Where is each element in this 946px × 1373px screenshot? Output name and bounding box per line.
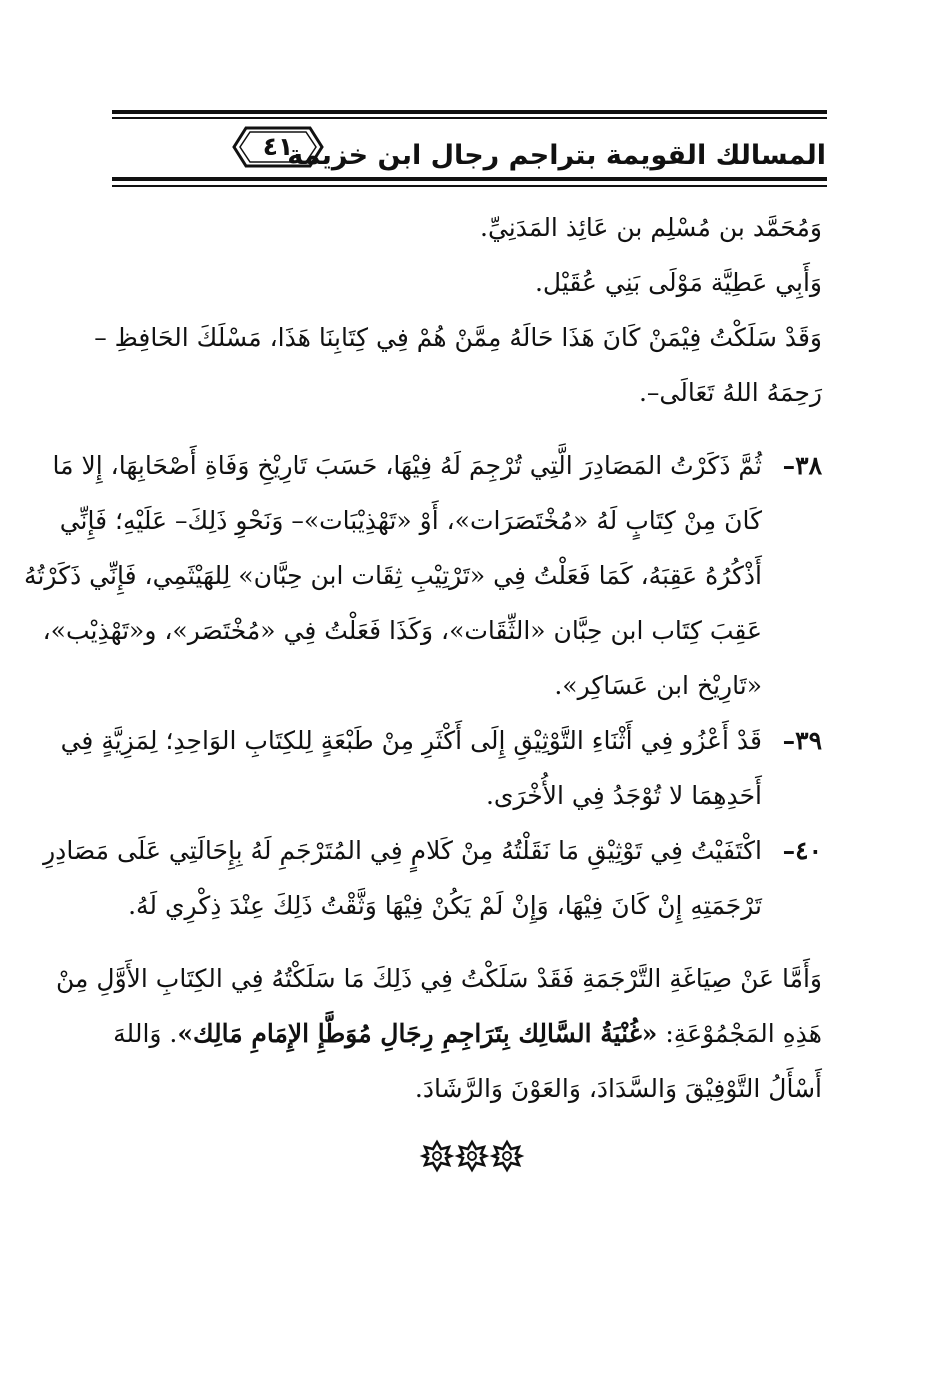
eight-point-star-icon xyxy=(457,1141,487,1171)
item-number: ٤٠– xyxy=(782,836,822,865)
header-rule-top-thick xyxy=(112,110,827,114)
running-header-title: المسالك القويمة بتراجم رجال ابن خزيمة xyxy=(287,140,826,171)
eight-point-star-icon xyxy=(422,1141,452,1171)
header-rule-bottom-thick xyxy=(112,177,827,181)
section-end-ornaments xyxy=(422,1138,522,1174)
closing-text: هَذِهِ المَجْمُوْعَةِ: xyxy=(657,1019,822,1048)
item-line: تَرْجَمَتِهِ إِنْ كَانَ فِيْهَا، وَإِنْ لَمْ يَكُنْ فِيْهَا وَثَّقْتُ ذَلِكَ عِنْدَ ذِكْرِي لَهُ. xyxy=(128,891,762,920)
closing-text: . وَاللهَ xyxy=(113,1019,178,1048)
book-title-reference: «غُنْيَةُ السَّالِك بِتَرَاجِمِ رِجَالِ مُوَطَّإِ الإِمَامِ مَالِك» xyxy=(177,1019,658,1048)
page-number: ٤١ xyxy=(262,132,294,161)
item-line: قَدْ أَعْزُو فِي أَثْنَاءِ التَّوْثِيْقِ إِلَى أَكْثَرِ مِنْ طَبْعَةٍ لِلكِتَابِ الوَاحِدِ؛ لِمَزِيَّةٍ فِي xyxy=(60,726,762,755)
item-line: كَانَ مِنْ كِتَابٍ لَهُ «مُخْتَصَرَات»، أَوْ «تَهْذِيْبَات»– وَنَحْوِ ذَلِكَ– عَلَيْهِ؛ فَإِنِّي xyxy=(59,506,762,535)
intro-line: رَحِمَهُ اللهُ تَعَالَى–. xyxy=(638,378,822,407)
intro-line: وَمُحَمَّد بن مُسْلِم بن عَائِذ المَدَنِيِّ. xyxy=(480,213,822,242)
page-number-badge xyxy=(232,124,324,170)
numbered-item-38 xyxy=(24,438,822,713)
header-rule-bottom-thin xyxy=(112,185,827,187)
eight-point-star-icon xyxy=(492,1141,522,1171)
item-line: أَحَدِهِمَا لا تُوْجَدُ فِي الأُخْرَى. xyxy=(485,781,762,810)
intro-line: وَأَبِي عَطِيَّة مَوْلَى بَنِي عُقَيْل. xyxy=(534,268,822,297)
item-number: ٣٨– xyxy=(782,451,822,480)
header-rule-top-thin xyxy=(112,117,827,119)
body-text xyxy=(24,200,822,1116)
item-line: «تَارِيْخ ابن عَسَاكِر». xyxy=(554,671,762,700)
item-line: اكْتَفَيْتُ فِي تَوْثِيْقِ مَا نَقَلْتُهُ مِنْ كَلامٍ فِي المُتَرْجَمِ لَهُ بِإِحَالَتِي عَلَى مَصَادِرِ xyxy=(43,836,762,865)
item-number: ٣٩– xyxy=(782,726,822,755)
item-line: أَذْكُرُهُ عَقِبَهُ، كَمَا فَعَلْتُ فِي «تَرْتِيْبِ ثِقَات ابن حِبَّان» لِلهَيْثَمِي، فَإِنِّي ذَكَرْتُهُ xyxy=(24,561,762,590)
intro-line: وَقَدْ سَلَكْتُ فِيْمَنْ كَانَ هَذَا حَالَهُ مِمَّنْ هُمْ فِي كِتَابِنَا هَذَا، مَسْلَكَ الحَافِظِ – xyxy=(94,323,822,352)
closing-line xyxy=(113,1006,822,1061)
closing-line: أَسْأَلُ التَّوْفِيْقَ وَالسَّدَادَ، وَالعَوْنَ وَالرَّشَادَ. xyxy=(414,1074,822,1103)
item-line: ثُمَّ ذَكَرْتُ المَصَادِرَ الَّتِي تُرْجِمَ لَهُ فِيْهَا، حَسَبَ تَارِيْخِ وَفَاةِ أَصْحَابِهَا، إِلا مَا xyxy=(52,451,762,480)
closing-line: وَأَمَّا عَنْ صِيَاغَةِ التَّرْجَمَةِ فَقَدْ سَلَكْتُ فِي ذَلِكَ مَا سَلَكْتُهُ فِي الكِتَابِ الأَوَّلِ مِنْ xyxy=(56,964,822,993)
numbered-item-40 xyxy=(43,823,822,933)
numbered-item-39 xyxy=(60,713,822,823)
item-line: عَقِبَ كِتَاب ابن حِبَّان «الثِّقَات»، وَكَذَا فَعَلْتُ فِي «مُخْتَصَر»، و«تَهْذِيْب»، xyxy=(42,616,762,645)
